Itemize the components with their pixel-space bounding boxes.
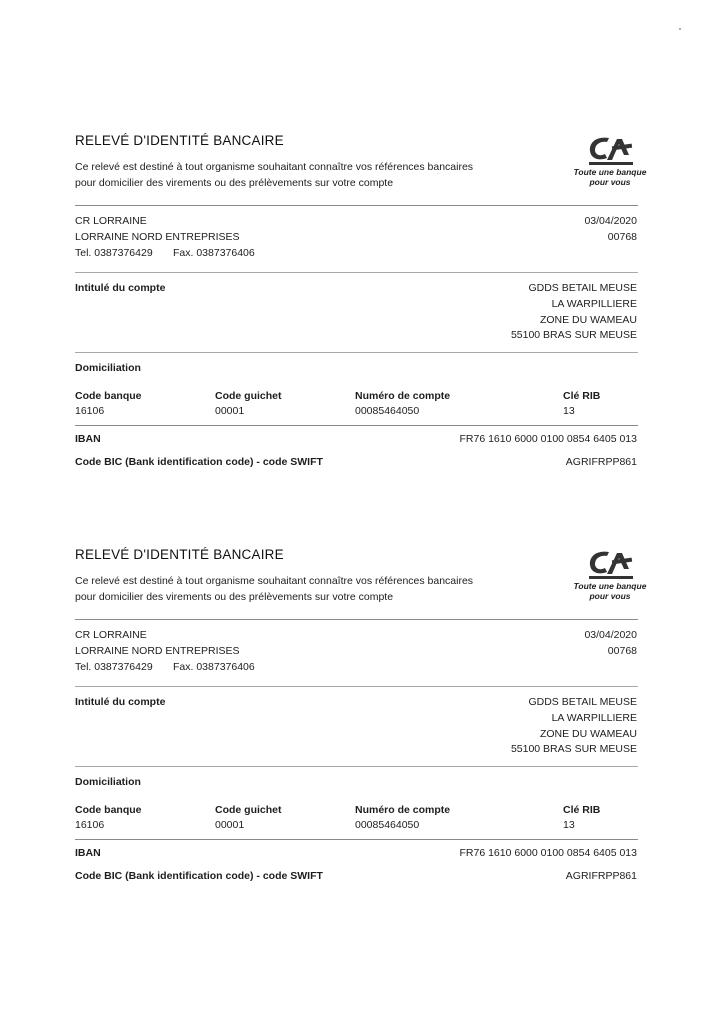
statement-date: 03/04/2020 — [584, 629, 637, 641]
bank-branch: LORRAINE NORD ENTREPRISES — [75, 231, 240, 243]
holder-line-3: ZONE DU WAMEAU — [539, 314, 637, 326]
divider — [75, 686, 638, 687]
bank-name: CR LORRAINE — [75, 629, 147, 641]
code-banque-label: Code banque — [75, 804, 142, 816]
code-banque-label: Code banque — [75, 390, 142, 402]
holder-line-3: ZONE DU WAMEAU — [539, 728, 637, 740]
divider — [75, 839, 638, 840]
rib-intro-line-1: Ce relevé est destiné à tout organisme souhaitant connaître vos références bancaires — [75, 161, 474, 173]
cle-rib-label: Clé RIB — [563, 390, 601, 402]
code-guichet-label: Code guichet — [215, 390, 282, 402]
divider — [75, 619, 638, 620]
divider — [75, 205, 638, 206]
holder-line-1: GDDS BETAIL MEUSE — [528, 282, 637, 294]
logo-tagline-line-1: Toute une banque — [573, 581, 647, 591]
cle-rib-value: 13 — [563, 405, 575, 417]
bank-branch: LORRAINE NORD ENTREPRISES — [75, 645, 240, 657]
divider — [75, 766, 638, 767]
account-title-label: Intitulé du compte — [75, 282, 166, 294]
code-banque-value: 16106 — [75, 819, 105, 831]
divider — [75, 272, 638, 273]
bank-tel: Tel. 0387376429 — [75, 247, 153, 259]
rib-intro-line-2: pour domicilier des virements ou des prélèvements sur votre compte — [75, 591, 394, 603]
code-guichet-value: 00001 — [215, 819, 245, 831]
bic-value: AGRIFRPP861 — [565, 456, 637, 468]
credit-agricole-logo — [560, 133, 660, 193]
rib-intro-line-1: Ce relevé est destiné à tout organisme souhaitant connaître vos références bancaires — [75, 575, 474, 587]
cle-rib-label: Clé RIB — [563, 804, 601, 816]
bank-fax: Fax. 0387376406 — [173, 661, 255, 673]
bank-name: CR LORRAINE — [75, 215, 147, 227]
logo-tagline-line-2: pour vous — [589, 177, 631, 187]
statement-ref: 00768 — [607, 231, 637, 243]
bic-label: Code BIC (Bank identification code) - code SWIFT — [75, 456, 323, 468]
iban-value: FR76 1610 6000 0100 0854 6405 013 — [459, 847, 637, 859]
divider — [75, 425, 638, 426]
scan-speck — [679, 28, 681, 30]
numero-compte-value: 00085464050 — [355, 405, 420, 417]
rib-intro-line-2: pour domicilier des virements ou des prélèvements sur votre compte — [75, 177, 394, 189]
credit-agricole-logo-icon — [583, 547, 637, 581]
iban-label: IBAN — [75, 847, 101, 859]
logo-tagline-line-1: Toute une banque — [573, 167, 647, 177]
rib-title: RELEVÉ D'IDENTITÉ BANCAIRE — [75, 547, 284, 562]
holder-line-1: GDDS BETAIL MEUSE — [528, 696, 637, 708]
code-guichet-value: 00001 — [215, 405, 245, 417]
rib-title: RELEVÉ D'IDENTITÉ BANCAIRE — [75, 133, 284, 148]
code-guichet-label: Code guichet — [215, 804, 282, 816]
holder-line-4: 55100 BRAS SUR MEUSE — [510, 743, 637, 755]
iban-label: IBAN — [75, 433, 101, 445]
holder-line-4: 55100 BRAS SUR MEUSE — [510, 329, 637, 341]
domiciliation-label: Domiciliation — [75, 362, 141, 374]
domiciliation-label: Domiciliation — [75, 776, 141, 788]
credit-agricole-logo-icon — [583, 133, 637, 167]
statement-ref: 00768 — [607, 645, 637, 657]
cle-rib-value: 13 — [563, 819, 575, 831]
numero-compte-value: 00085464050 — [355, 819, 420, 831]
credit-agricole-logo — [560, 547, 660, 607]
numero-compte-label: Numéro de compte — [355, 390, 451, 402]
bank-fax: Fax. 0387376406 — [173, 247, 255, 259]
divider — [75, 352, 638, 353]
bic-label: Code BIC (Bank identification code) - code SWIFT — [75, 870, 323, 882]
holder-line-2: LA WARPILLIERE — [551, 712, 637, 724]
holder-line-2: LA WARPILLIERE — [551, 298, 637, 310]
bank-tel: Tel. 0387376429 — [75, 661, 153, 673]
code-banque-value: 16106 — [75, 405, 105, 417]
logo-tagline-line-2: pour vous — [589, 591, 631, 601]
bic-value: AGRIFRPP861 — [565, 870, 637, 882]
numero-compte-label: Numéro de compte — [355, 804, 451, 816]
statement-date: 03/04/2020 — [584, 215, 637, 227]
account-title-label: Intitulé du compte — [75, 696, 166, 708]
iban-value: FR76 1610 6000 0100 0854 6405 013 — [459, 433, 637, 445]
